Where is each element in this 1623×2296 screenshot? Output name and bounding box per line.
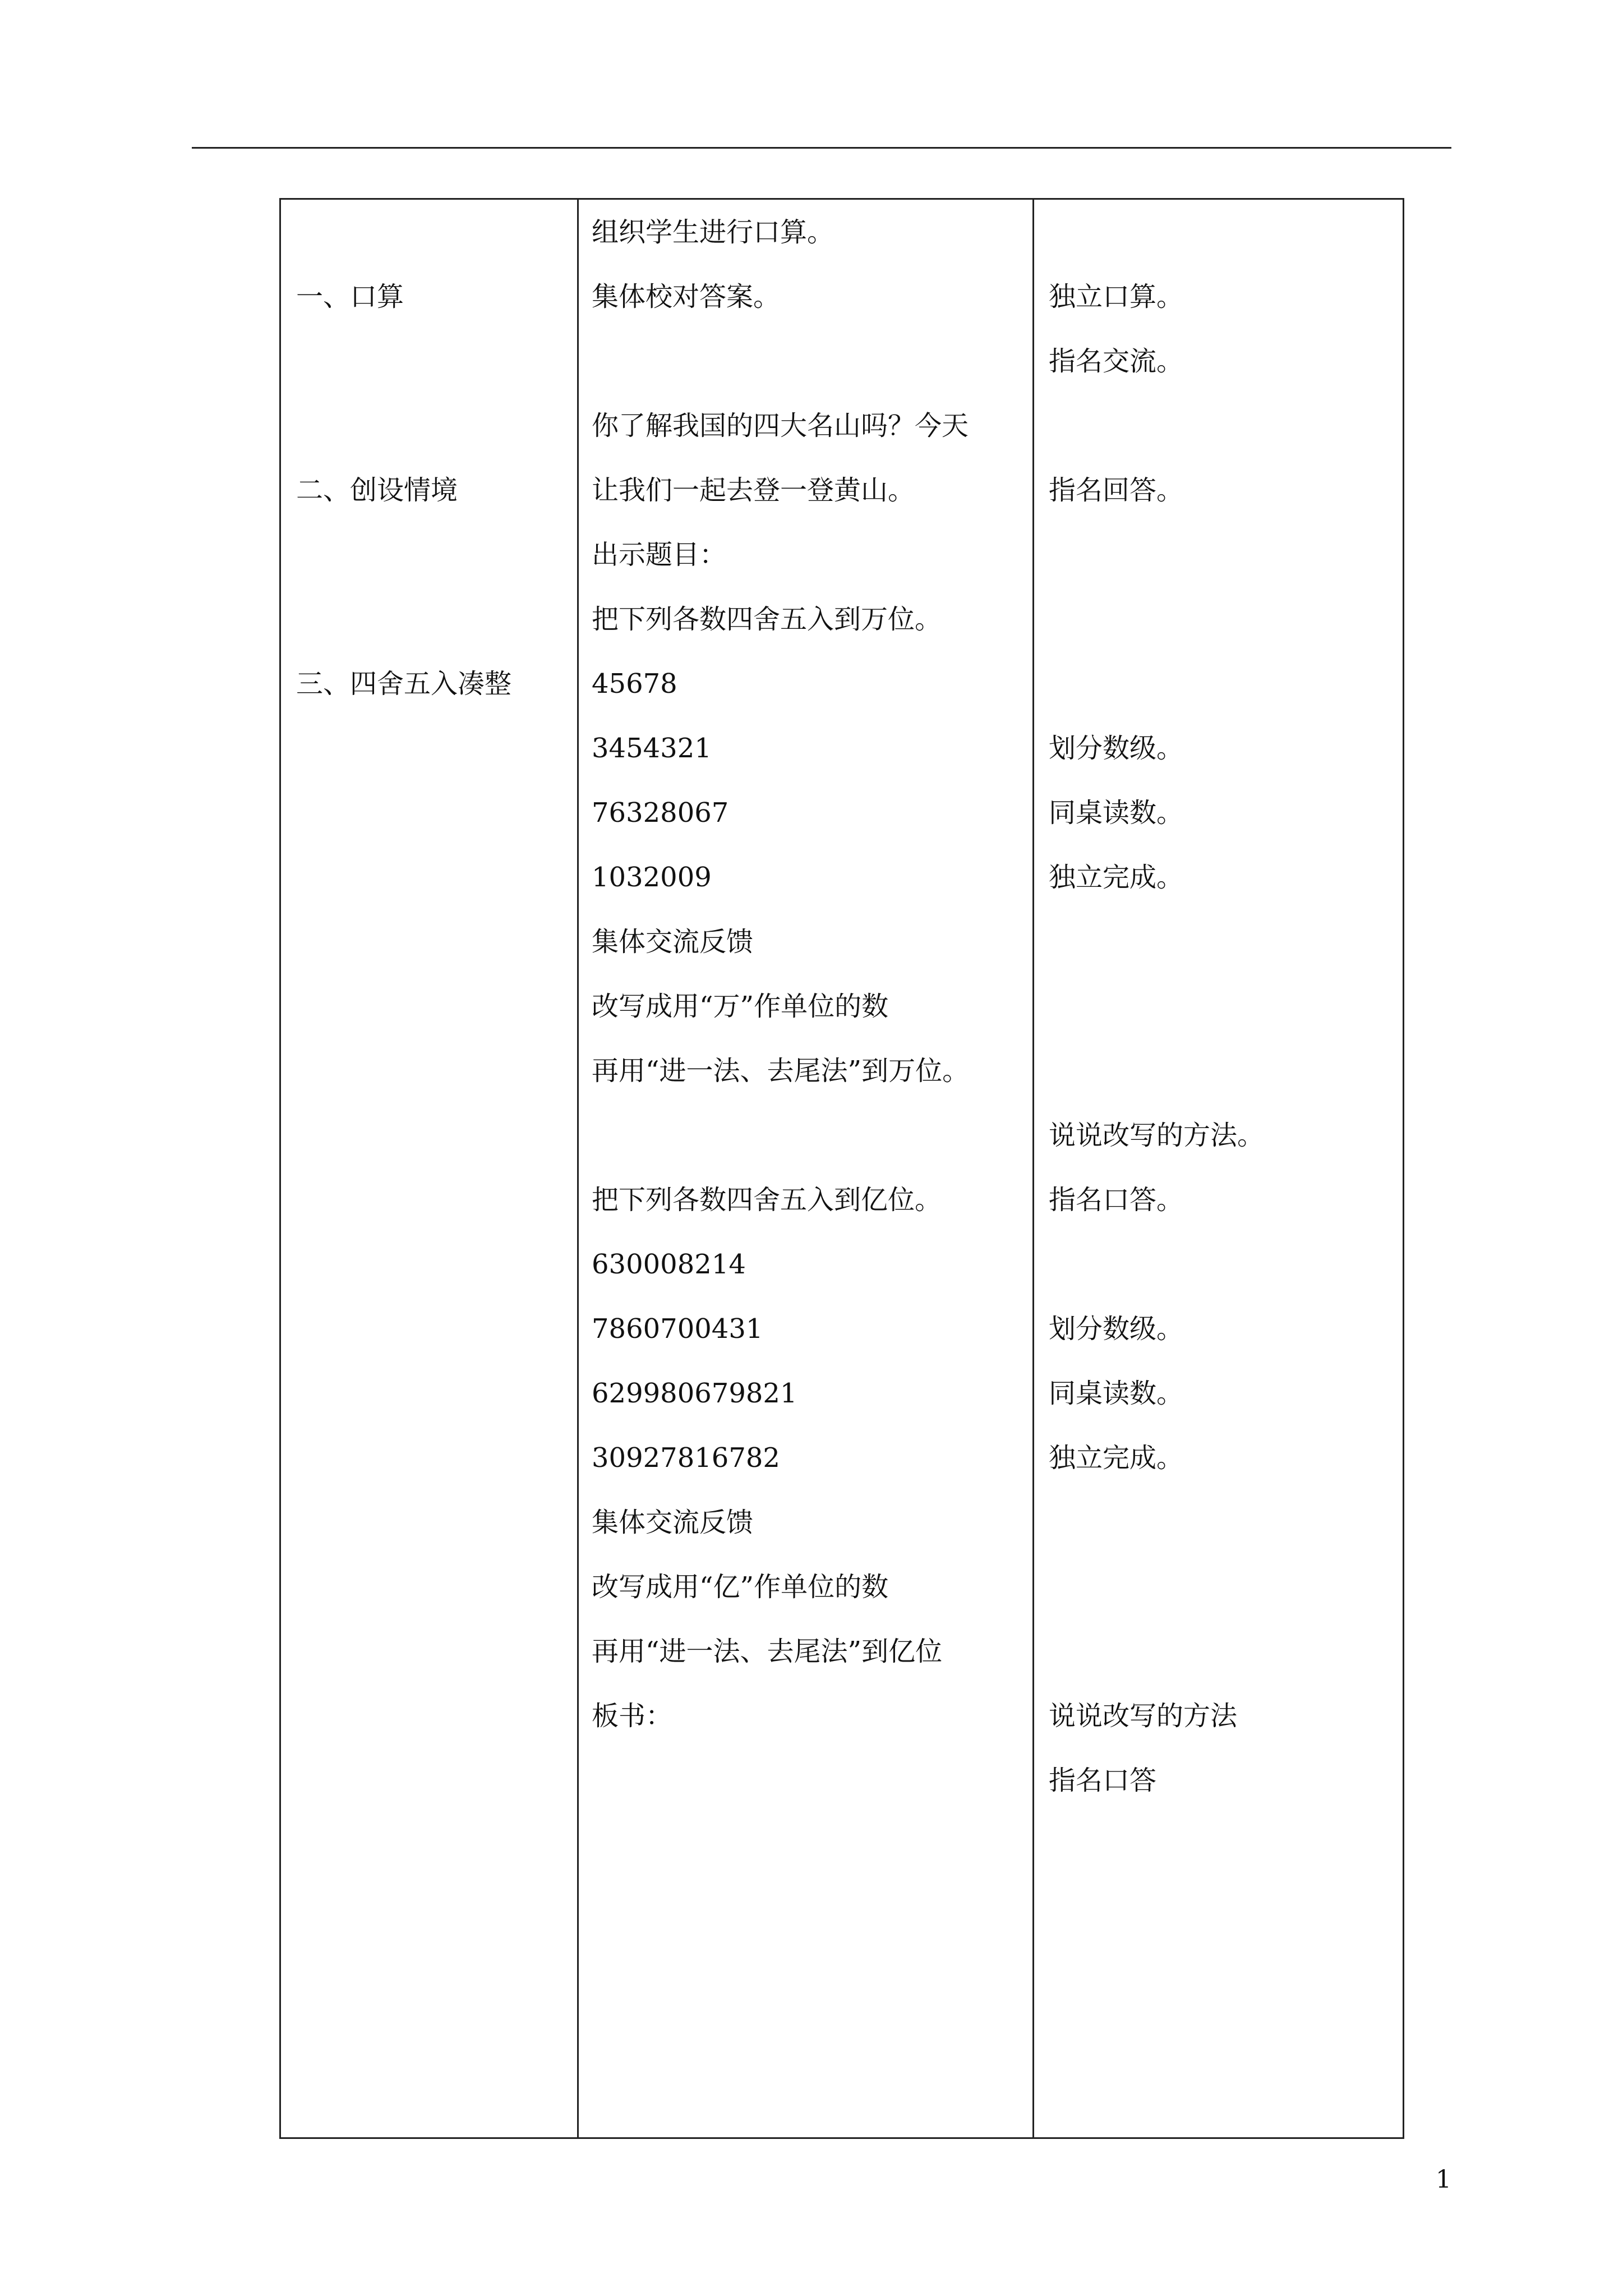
teacher-activity-line: 让我们一起去登一登黄山。 [592,475,915,506]
teacher-activity-line: 把下列各数四舍五入到亿位。 [592,1184,942,1216]
teacher-activity-line: 3454321 [592,733,712,764]
teacher-activity-line: 76328067 [592,797,729,829]
teacher-activity-line: 45678 [592,668,677,700]
column-divider-2 [1032,200,1034,2137]
teacher-activity-line: 板书： [592,1700,673,1732]
student-activity-line: 指名交流。 [1049,346,1184,377]
teacher-activity-line: 集体校对答案。 [592,281,781,312]
student-activity-line: 指名口答。 [1049,1184,1184,1216]
teacher-activity-line: 出示题目： [592,539,727,570]
student-activity-line: 同桌读数。 [1049,1378,1184,1409]
teacher-activity-line: 630008214 [592,1249,746,1280]
teacher-activity-line: 集体交流反馈 [592,1507,754,1538]
student-activity-line: 说说改写的方法 [1049,1700,1238,1732]
teacher-activity-line: 7860700431 [592,1313,763,1345]
teacher-activity-line: 再用“进一法、去尾法”到万位。 [592,1055,970,1087]
teacher-activity-line: 1032009 [592,862,712,893]
teacher-activity-line: 30927816782 [592,1442,780,1474]
teacher-activity-line: 集体交流反馈 [592,926,754,958]
student-activity-line: 独立完成。 [1049,862,1184,893]
student-activity-line: 说说改写的方法。 [1049,1120,1265,1151]
student-activity-line: 指名口答 [1049,1765,1157,1796]
teacher-activity-line: 把下列各数四舍五入到万位。 [592,604,942,635]
student-activity-line: 同桌读数。 [1049,797,1184,829]
teacher-activity-line: 你了解我国的四大名山吗？今天 [592,410,969,441]
student-activity-line: 独立完成。 [1049,1442,1184,1474]
stage-label: 二、创设情境 [296,475,458,506]
teacher-activity-line: 改写成用“万”作单位的数 [592,991,889,1022]
student-activity-line: 指名回答。 [1049,475,1184,506]
student-activity-line: 划分数级。 [1049,1313,1184,1345]
teacher-activity-line: 629980679821 [592,1378,797,1409]
column-divider-1 [577,200,579,2137]
header-rule [192,147,1451,149]
student-activity-line: 划分数级。 [1049,733,1184,764]
stage-label: 一、口算 [296,281,404,312]
stage-label: 三、四舍五入凑整 [296,668,512,700]
student-activity-line: 独立口算。 [1049,281,1184,312]
teacher-activity-line: 组织学生进行口算。 [592,217,834,248]
page-number: 1 [1436,2165,1451,2194]
teacher-activity-line: 再用“进一法、去尾法”到亿位 [592,1636,943,1667]
teacher-activity-line: 改写成用“亿”作单位的数 [592,1571,889,1603]
